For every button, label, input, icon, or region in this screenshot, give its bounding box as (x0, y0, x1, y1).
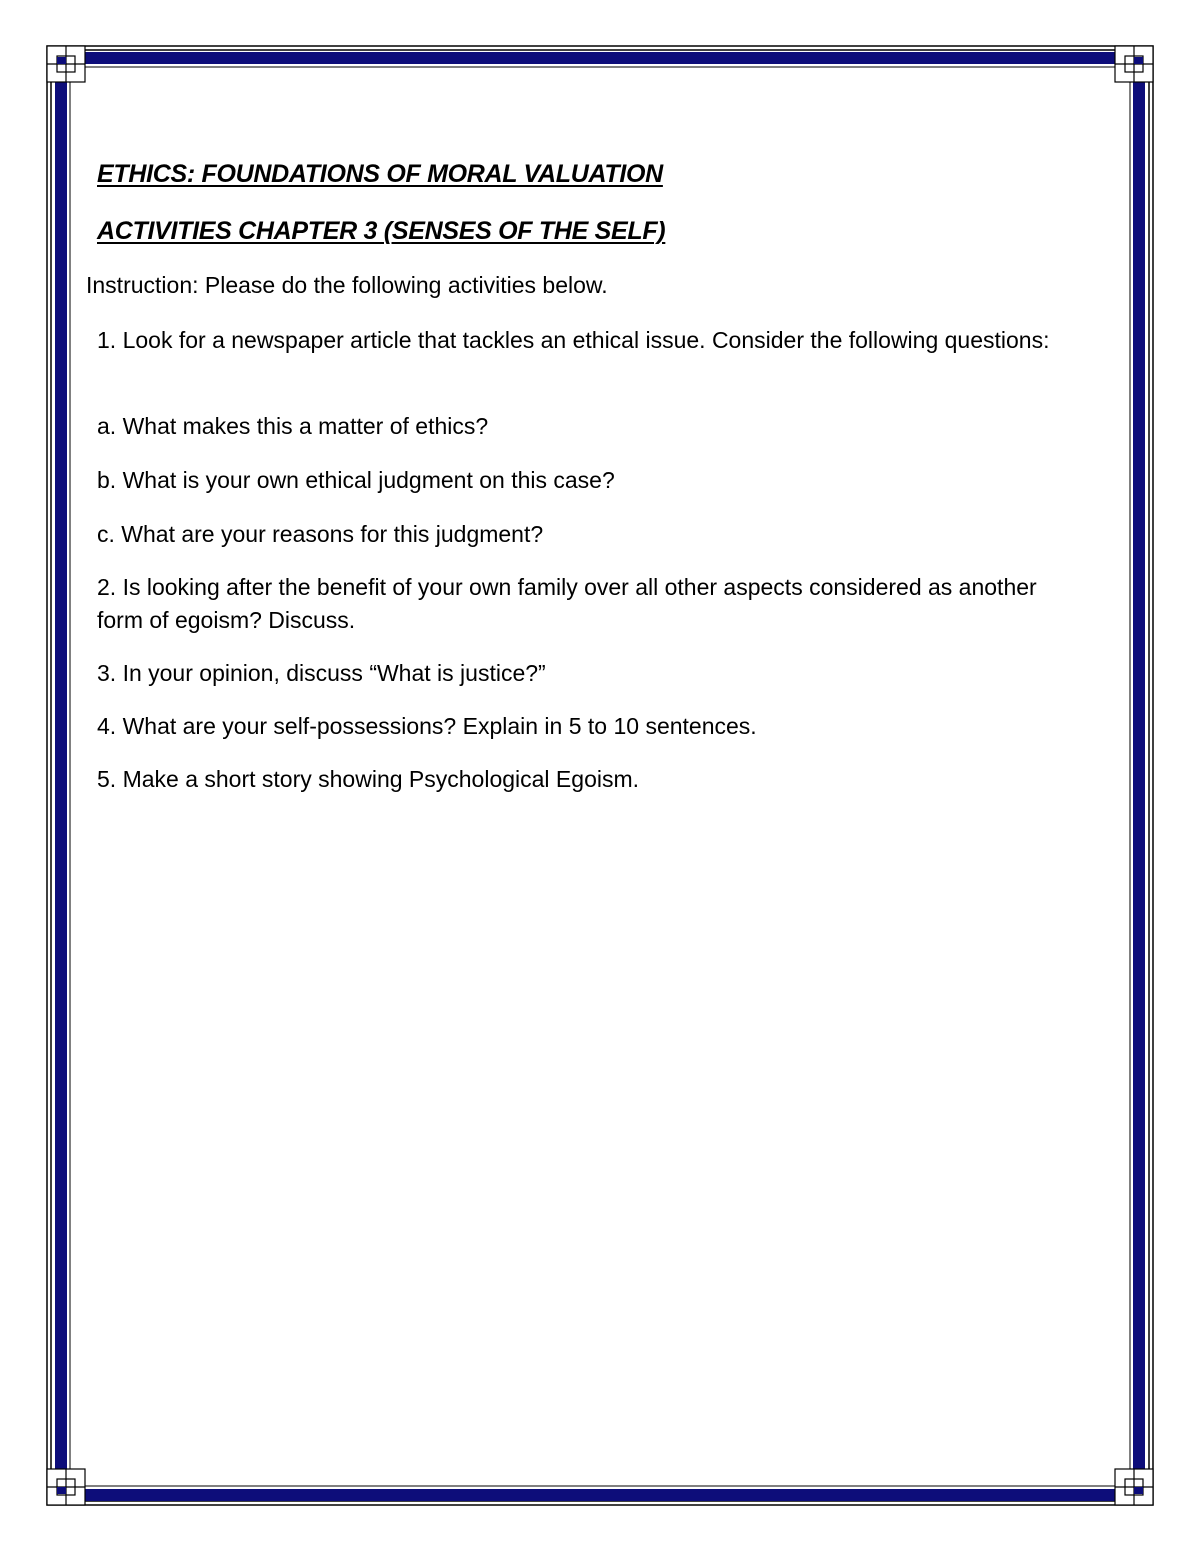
activity-item-4: 4. What are your self-possessions? Explain in 5 to 10 sentences. (97, 713, 757, 739)
document-title: ETHICS: FOUNDATIONS OF MORAL VALUATION (97, 160, 663, 188)
instruction-text: Instruction: Please do the following activities below. (86, 272, 608, 298)
activity-item-3: 3. In your opinion, discuss “What is justice?” (97, 660, 546, 686)
activity-subitem-b: b. What is your own ethical judgment on this case? (97, 467, 615, 493)
activity-item-1: 1. Look for a newspaper article that tackles an ethical issue. Consider the following questions: (97, 327, 1050, 353)
activity-item-2: 2. Is looking after the benefit of your own family over all other aspects considered as another form of egoism? Discuss. (97, 574, 1037, 633)
activity-subitem-c: c. What are your reasons for this judgment? (97, 521, 544, 547)
activity-item-5: 5. Make a short story showing Psychological Egoism. (97, 766, 640, 792)
document-subtitle: ACTIVITIES CHAPTER 3 (SENSES OF THE SELF) (97, 217, 666, 245)
activity-subitem-a: a. What makes this a matter of ethics? (97, 413, 489, 439)
